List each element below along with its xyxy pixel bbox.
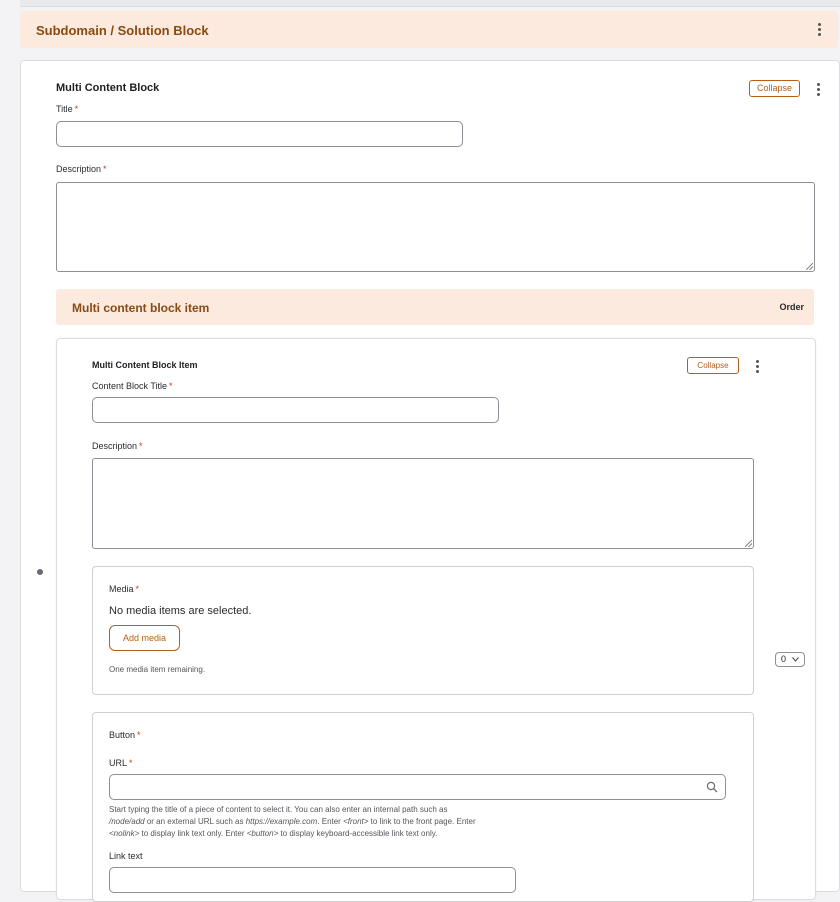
weight-value: 0 (781, 654, 787, 664)
media-empty-text: No media items are selected. (109, 605, 252, 617)
item-menu-icon[interactable] (754, 360, 760, 374)
item-title: Multi Content Block Item (92, 360, 198, 370)
resize-handle-icon[interactable] (745, 540, 752, 547)
resize-handle-icon[interactable] (806, 263, 813, 270)
multi-content-block-card (20, 60, 840, 892)
url-label: URL * (109, 758, 133, 768)
title-input[interactable] (56, 121, 463, 147)
content-block-item-card (56, 338, 816, 900)
content-block-title-label: Content Block Title * (92, 381, 173, 391)
media-fieldset (92, 566, 754, 695)
weight-select[interactable] (775, 652, 805, 667)
collapse-item-button[interactable]: Collapse (687, 357, 739, 374)
items-section-title: Multi content block item (72, 301, 210, 315)
url-input[interactable] (109, 774, 726, 800)
description-textarea[interactable] (56, 182, 815, 272)
solution-block-title: Subdomain / Solution Block (36, 23, 209, 38)
media-label: Media * (109, 584, 140, 594)
link-text-label: Link text (109, 851, 143, 861)
items-section-header (56, 289, 814, 325)
link-text-input[interactable] (109, 867, 516, 893)
button-label: Button * (109, 730, 141, 740)
url-help-text: Start typing the title of a piece of content to select it. You can also enter an internal path such as /node/add or an external URL such as https://example.com. Enter <front> to link to the front page. Enter <nolink> to display link text only. Enter <button> to display keyboard-accessible link text only. (109, 805, 476, 838)
item-description-label: Description * (92, 441, 143, 451)
add-media-button[interactable]: Add media (109, 625, 180, 651)
solution-block-menu-icon[interactable] (816, 23, 822, 37)
multi-content-block-title: Multi Content Block (56, 82, 160, 94)
drag-handle-icon[interactable] (37, 569, 43, 575)
title-label: Title * (56, 104, 79, 114)
search-icon (706, 781, 718, 793)
order-link[interactable]: Order (779, 302, 804, 312)
item-description-textarea[interactable] (92, 458, 754, 549)
block-menu-icon[interactable] (815, 83, 821, 97)
solution-block-header[interactable] (20, 11, 838, 48)
content-block-title-input[interactable] (92, 397, 499, 423)
media-remaining-text: One media item remaining. (109, 665, 206, 674)
description-label: Description * (56, 164, 107, 174)
collapse-block-button[interactable]: Collapse (749, 80, 800, 97)
button-fieldset (92, 712, 754, 902)
top-divider (20, 0, 840, 7)
chevron-down-icon (792, 657, 799, 662)
